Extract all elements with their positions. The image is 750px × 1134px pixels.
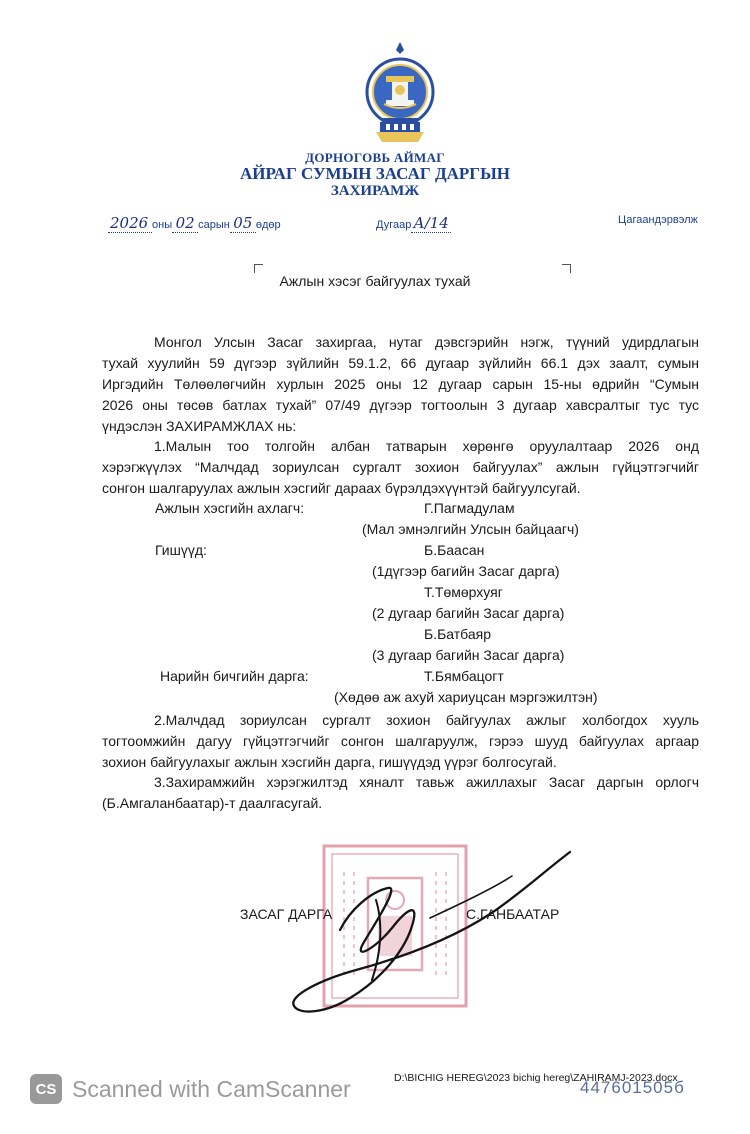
intro-line: үндэслэн ЗАХИРАМЖЛАХ нь: bbox=[102, 418, 297, 434]
signatory-title: ЗАСАГ ДАРГА bbox=[240, 906, 333, 922]
member-role: (1дүгээр багийн Засаг дарга) bbox=[372, 563, 560, 579]
intro-line: 2026 оны төсөв батлах тухай” 07/49 дүгээр тогтоолын 3 дугаар хавсралтыг тус тус bbox=[102, 397, 699, 413]
subject-bracket-left bbox=[254, 264, 263, 273]
member-role: (2 дугаар багийн Засаг дарга) bbox=[372, 605, 565, 621]
item-2-line: зохион байгуулахыг ажлын хэсгийн дарга, гишүүдэд үүрэг болгосугай. bbox=[102, 754, 557, 770]
members-label: Гишүүд: bbox=[155, 542, 207, 558]
file-path: D:\BICHIG HEREG\2023 bichig hereg\ZAHIRAMJ-2023.docx bbox=[394, 1072, 678, 1084]
subject-title: Ажлын хэсэг байгуулах тухай bbox=[279, 273, 471, 289]
secretary-label: Нарийн бичгийн дарга: bbox=[160, 668, 309, 684]
day-suffix: өдөр bbox=[255, 219, 281, 231]
organization-name: АЙРАГ СУМЫН ЗАСАГ ДАРГЫН bbox=[239, 164, 511, 183]
intro-line: Монгол Улсын Засаг захиргаа, нутаг дэвсгэрийн нэгж, түүний удирдлагын bbox=[154, 334, 699, 350]
member-name: Б.Батбаяр bbox=[424, 626, 492, 642]
head-label: Ажлын хэсгийн ахлагч: bbox=[155, 500, 305, 516]
document-type: ЗАХИРАМЖ bbox=[330, 183, 420, 199]
intro-line: тухай хуулийн 59 дүгээр зүйлийн 59.1.2, 66 дугаар зүйлийн 66.1 дэх заалт, сумын bbox=[102, 355, 699, 371]
month-suffix: сарын bbox=[198, 219, 230, 231]
intro-line: Иргэдийн Төлөөлөгчийн хурлын 2025 оны 12 дугаар сарын 15-ны өдрийн “Сумын bbox=[102, 376, 699, 392]
item-1-line: сонгон шалгаруулах ажлын хэсгийг дараах бүрэлдэхүүнтэй байгуулсугай. bbox=[102, 480, 581, 496]
member-name: Б.Баасан bbox=[424, 542, 485, 558]
date-year: 2026 bbox=[108, 214, 152, 233]
date-line bbox=[108, 214, 281, 233]
camscanner-logo-icon: CS bbox=[30, 1074, 62, 1104]
document-number: А/14 bbox=[411, 214, 451, 233]
place-name: Цагаандэрвэлж bbox=[618, 214, 698, 226]
date-day: 05 bbox=[230, 214, 256, 233]
signatory-name: С.ГАНБААТАР bbox=[466, 906, 560, 922]
aimag-name: ДОРНОГОВЬ АЙМАГ bbox=[305, 150, 445, 165]
handwritten-signature-icon bbox=[280, 830, 580, 1040]
year-suffix: оны bbox=[152, 219, 173, 231]
secretary-role: (Хөдөө аж ахуй хариуцсан мэргэжилтэн) bbox=[334, 689, 598, 705]
secretary-name: Т.Бямбацогт bbox=[424, 668, 504, 684]
member-name: Т.Төмөрхуяг bbox=[424, 584, 503, 600]
number-label: Дугаар bbox=[376, 219, 412, 231]
intro-paragraph bbox=[102, 332, 699, 437]
item-1-paragraph bbox=[102, 436, 699, 499]
camscanner-watermark bbox=[30, 1074, 351, 1104]
state-emblem-icon bbox=[362, 40, 438, 150]
item-1-line: 1.Малын тоо толгойн албан татварын хөрөнгө оруулалтаар 2026 онд bbox=[154, 438, 699, 454]
camscanner-text: Scanned with CamScanner bbox=[72, 1075, 351, 1102]
date-month: 02 bbox=[172, 214, 198, 233]
serial-number: 447601505б bbox=[580, 1078, 685, 1097]
item-2-line: тогтоомжийн дагуу гүйцэтгэгчийг сонгон шалгаруулж, гэрээ шууд байгуулах аргаар bbox=[102, 733, 699, 749]
item-2-paragraph bbox=[102, 710, 699, 773]
item-3-paragraph bbox=[102, 772, 699, 814]
item-1-line: хэрэгжүүлэх “Малчдад зориулсан сургалт зохион байгуулах” ажлын гүйцэтгэгчийг bbox=[102, 459, 699, 475]
subject-bracket-right bbox=[562, 264, 571, 273]
head-name: Г.Пагмадулам bbox=[424, 500, 515, 516]
member-role: (3 дугаар багийн Засаг дарга) bbox=[372, 647, 565, 663]
item-2-line: 2.Малчдад зориулсан сургалт зохион байгуулах ажлыг холбогдох хууль bbox=[154, 712, 699, 728]
item-3-line: (Б.Амгаланбаатар)-т даалгасугай. bbox=[102, 795, 323, 811]
head-role: (Мал эмнэлгийн Улсын байцаагч) bbox=[362, 521, 579, 537]
item-3-line: 3.Захирамжийн хэрэгжилтэд хяналт тавьж ажиллахыг Засаг даргын орлогч bbox=[154, 774, 699, 790]
number-line bbox=[376, 214, 451, 233]
